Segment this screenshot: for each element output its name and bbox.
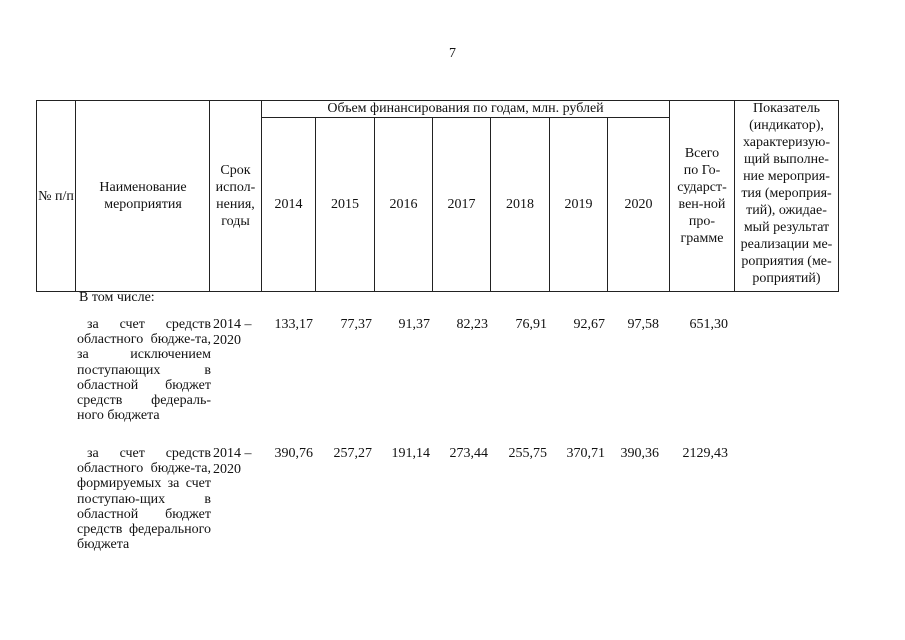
row-1-value-2018: 76,91 <box>515 317 547 332</box>
row-2-value-2018: 255,75 <box>508 446 547 461</box>
row-1-value-2014: 133,17 <box>274 317 313 332</box>
header-year-2019: 2019 <box>564 197 593 212</box>
row-2-value-2020: 390,36 <box>620 446 659 461</box>
header-year-2020: 2020 <box>624 197 653 212</box>
row-2-value-2015: 257,27 <box>333 446 372 461</box>
row-1-value-2020: 97,58 <box>627 317 659 332</box>
row-2-value-2019: 370,71 <box>566 446 605 461</box>
row-1-value-2017: 82,23 <box>456 317 488 332</box>
row-2-name: за счет средств областного бюдже-та, формируемых за счет поступаю-щих в областной бюджет средств федерального бюджета <box>77 446 211 553</box>
header-year-2018: 2018 <box>506 197 534 212</box>
row-2-value-2016: 191,14 <box>391 446 430 461</box>
row-1-period: 2014 – 2020 <box>213 317 252 348</box>
header-year-2014: 2014 <box>274 197 303 212</box>
header-year-2017: 2017 <box>447 197 476 212</box>
row-1-total: 651,30 <box>689 317 728 332</box>
row-1-value-2016: 91,37 <box>398 317 430 332</box>
header-num: № п/п <box>38 188 74 204</box>
header-name: Наименование мероприятия <box>99 180 187 212</box>
row-1-value-2019: 92,67 <box>573 317 605 332</box>
header-total: Всего по Го-сударст-вен-ной про-грамме <box>677 146 727 246</box>
row-1-value-2015: 77,37 <box>340 317 372 332</box>
subheading: В том числе: <box>79 290 155 305</box>
header-indicator: Показатель (индикатор), характеризую-щий выполне-ние мероприя-тия (мероприя-тий), ожидае-мый результат реализации ме-роприятия (ме-роприятий) <box>740 101 833 286</box>
header-year-2016: 2016 <box>389 197 418 212</box>
row-2-period: 2014 – 2020 <box>213 446 252 477</box>
page-number: 7 <box>449 46 456 61</box>
header-period: Срок испол-нения, годы <box>215 163 256 229</box>
row-2-total: 2129,43 <box>682 446 728 461</box>
row-2-value-2017: 273,44 <box>449 446 488 461</box>
header-funding-group: Объем финансирования по годам, млн. рублей <box>327 101 604 116</box>
header-year-2015: 2015 <box>331 197 359 212</box>
row-2-value-2014: 390,76 <box>274 446 313 461</box>
row-1-name: за счет средств областного бюдже-та, за исключением поступающих в областной бюджет средств федераль-ного бюджета <box>77 317 211 424</box>
